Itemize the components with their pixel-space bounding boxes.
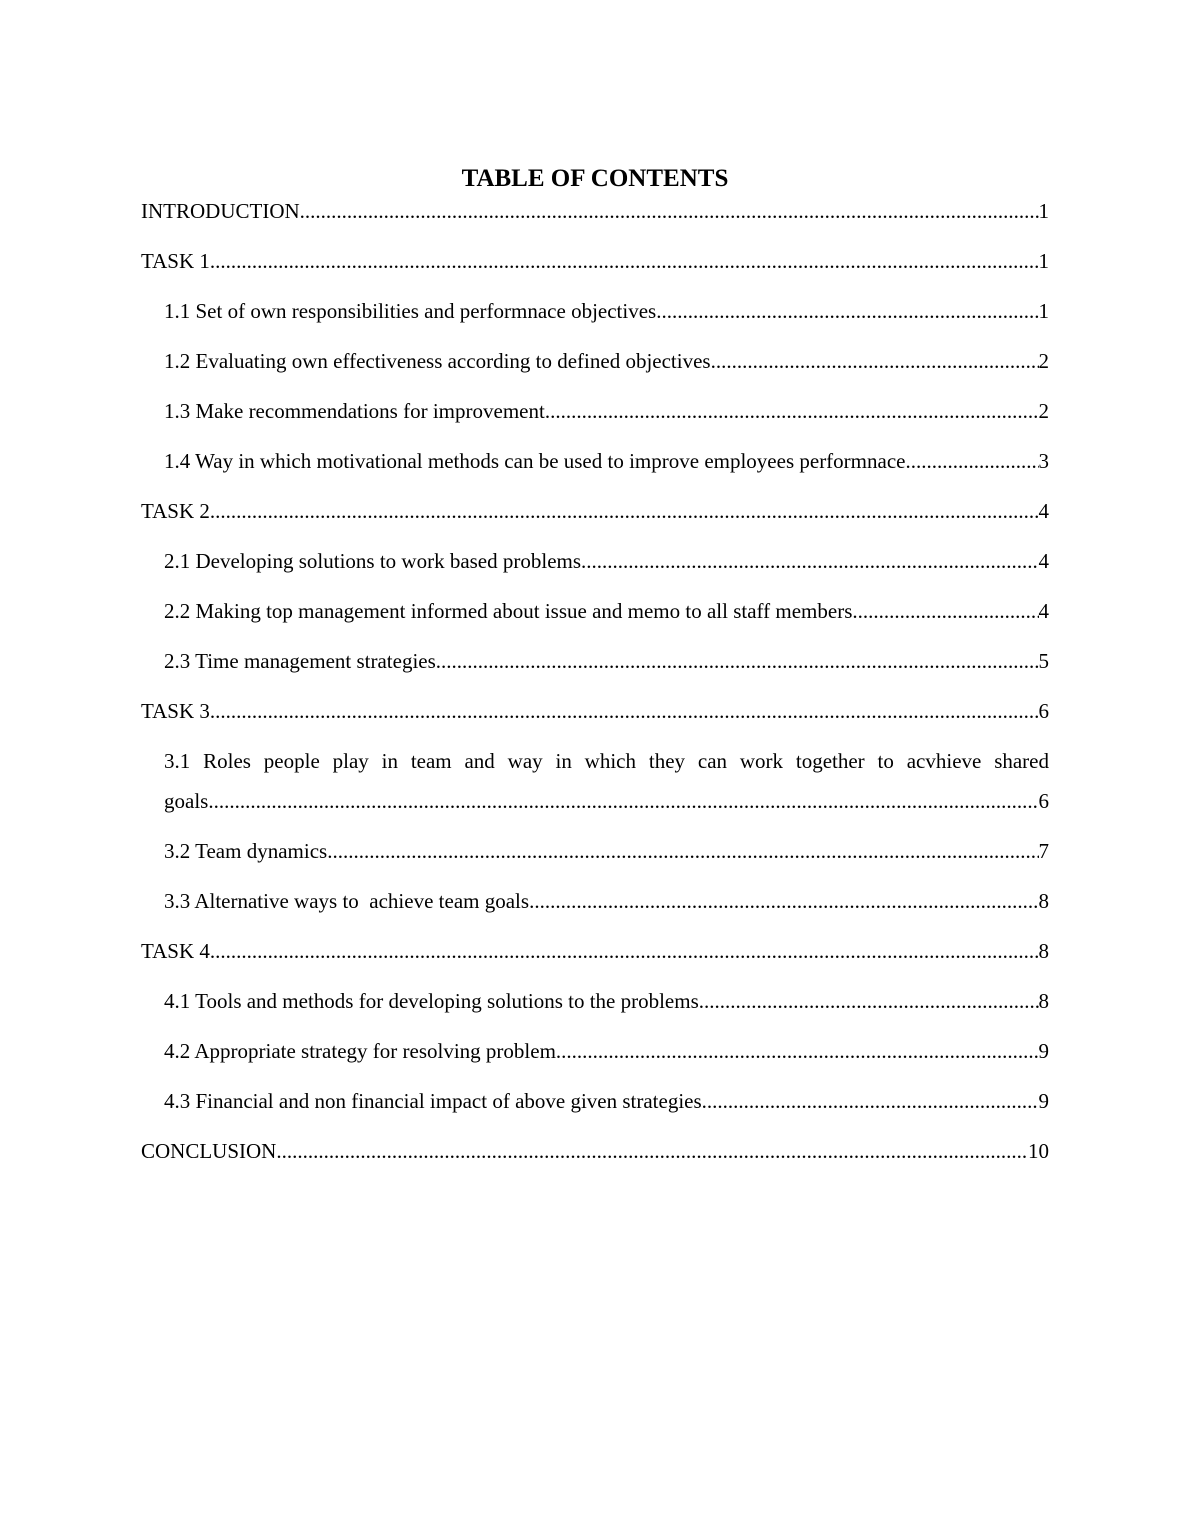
dot-leader — [210, 696, 1039, 726]
dot-leader — [210, 246, 1039, 276]
toc-entry-label: 1.3 Make recommendations for improvement — [164, 399, 545, 423]
toc-entry-page: 9 — [1038, 1089, 1049, 1113]
toc-entry-3-3[interactable] — [141, 886, 1049, 916]
toc-entry-page: 1 — [1038, 249, 1049, 273]
toc-entry-label: TASK 1 — [141, 249, 210, 273]
toc-entry-4-2[interactable] — [141, 1036, 1049, 1066]
dot-leader — [905, 446, 1038, 476]
toc-entry-label: 4.3 Financial and non financial impact of above given strategies — [164, 1089, 702, 1113]
toc-entry-1-4[interactable] — [141, 446, 1049, 476]
toc-entry-introduction[interactable] — [141, 196, 1049, 226]
toc-entry-label: TASK 2 — [141, 499, 210, 523]
toc-entry-label: INTRODUCTION — [141, 199, 300, 223]
toc-entry-page: 9 — [1038, 1039, 1049, 1063]
toc-entry-page: 5 — [1038, 649, 1049, 673]
toc-entry-page: 8 — [1038, 989, 1049, 1013]
toc-entry-2-1[interactable] — [141, 546, 1049, 576]
dot-leader — [656, 296, 1038, 326]
toc-entry-page: 4 — [1038, 499, 1049, 523]
toc-entry-page: 2 — [1038, 349, 1049, 373]
page-title: TABLE OF CONTENTS — [461, 165, 729, 192]
toc-entry-conclusion[interactable] — [141, 1136, 1049, 1166]
toc-entry-label-line2: goals — [164, 789, 209, 813]
toc-entry-3-2[interactable] — [141, 836, 1049, 866]
toc-entry-page: 2 — [1038, 399, 1049, 423]
toc-entry-1-1[interactable] — [141, 296, 1049, 326]
toc-entry-1-2[interactable] — [141, 346, 1049, 376]
toc-entry-label: TASK 3 — [141, 699, 210, 723]
toc-entry-page: 8 — [1038, 889, 1049, 913]
toc-entry-label: 4.2 Appropriate strategy for resolving problem — [164, 1039, 556, 1063]
toc-entry-1-3[interactable] — [141, 396, 1049, 426]
toc-entry-label: 1.1 Set of own responsibilities and performnace objectives — [164, 299, 657, 323]
toc-entry-label: 2.3 Time management strategies — [164, 649, 436, 673]
toc-entry-label: 1.2 Evaluating own effectiveness according to defined objectives — [164, 349, 711, 373]
toc-entry-label: 2.2 Making top management informed about issue and memo to all staff members — [164, 599, 853, 623]
toc-entry-task-3[interactable] — [141, 696, 1049, 726]
toc-entry-4-1[interactable] — [141, 986, 1049, 1016]
dot-leader — [711, 346, 1039, 376]
toc-entry-page: 3 — [1038, 449, 1049, 473]
dot-leader — [276, 1136, 1028, 1166]
toc-entry-page: 1 — [1038, 299, 1049, 323]
toc-entry-page: 10 — [1028, 1139, 1049, 1163]
toc-entry-page: 7 — [1038, 839, 1049, 863]
dot-leader — [556, 1036, 1039, 1066]
toc-entry-page: 6 — [1038, 789, 1049, 813]
dot-leader — [436, 646, 1039, 676]
toc-entry-label: 2.1 Developing solutions to work based problems — [164, 549, 582, 573]
toc-entry-label: CONCLUSION — [141, 1139, 277, 1163]
dot-leader — [699, 986, 1039, 1016]
table-of-contents — [141, 196, 1049, 1186]
toc-entry-2-3[interactable] — [141, 646, 1049, 676]
toc-entry-task-2[interactable] — [141, 496, 1049, 526]
toc-entry-label: 3.2 Team dynamics — [164, 839, 328, 863]
toc-entry-label-line1: 3.1 Roles people play in team and way in which they can work together to acvhieve shared — [164, 749, 1049, 773]
toc-entry-label: TASK 4 — [141, 939, 210, 963]
toc-entry-page: 6 — [1038, 699, 1049, 723]
dot-leader — [208, 786, 1038, 816]
dot-leader — [529, 886, 1038, 916]
dot-leader — [300, 196, 1039, 226]
toc-entry-page: 8 — [1038, 939, 1049, 963]
toc-entry-2-2[interactable] — [141, 596, 1049, 626]
toc-entry-4-3[interactable] — [141, 1086, 1049, 1116]
dot-leader — [702, 1086, 1039, 1116]
toc-entry-label: 1.4 Way in which motivational methods can be used to improve employees performnace — [164, 449, 906, 473]
toc-entry-3-1[interactable] — [141, 746, 1049, 816]
toc-entry-page: 4 — [1038, 549, 1049, 573]
dot-leader — [210, 496, 1039, 526]
dot-leader — [545, 396, 1039, 426]
toc-entry-label: 3.3 Alternative ways to achieve team goals — [164, 889, 530, 913]
toc-entry-task-1[interactable] — [141, 246, 1049, 276]
toc-entry-task-4[interactable] — [141, 936, 1049, 966]
dot-leader — [327, 836, 1038, 866]
dot-leader — [581, 546, 1038, 576]
dot-leader — [210, 936, 1039, 966]
toc-entry-page: 1 — [1038, 199, 1049, 223]
toc-entry-label: 4.1 Tools and methods for developing solutions to the problems — [164, 989, 699, 1013]
dot-leader — [852, 596, 1038, 626]
toc-entry-page: 4 — [1038, 599, 1049, 623]
